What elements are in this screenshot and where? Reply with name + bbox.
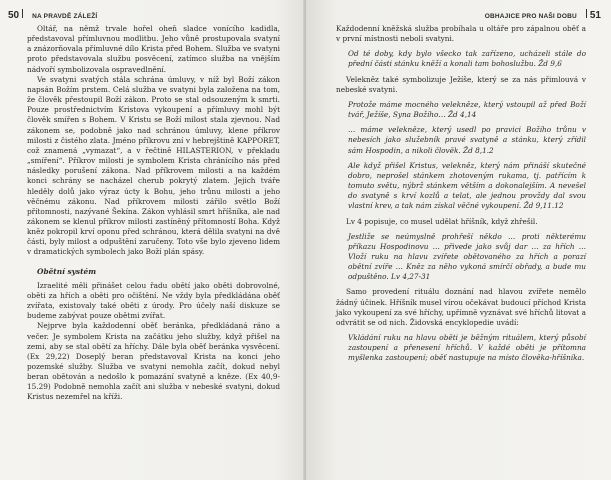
right-text-column <box>336 24 586 369</box>
left-page-number: 50 <box>8 10 20 21</box>
paragraph: Nejprve byla každodenní oběť beránka, předkládaná ráno a večer. Je symbolem Krista na začátku jeho služby, když přišel na zemi, aby se stal obětí za hříchy. Dále byla oběť beránka vysvěcení. (Ex 29,22) Doseplý beran představoval Krista na konci jeho pozemské služby. Služba ve svatyni nemohla začít, dokud nebyl beran obětován a nedošlo k pomazání svatyně a kněze. (Ex 40,9-15.29) Podobně nemohla začít ani služba v nebeské svatyni, dokud Kristus nezemřel na kříži. <box>27 321 280 402</box>
right-page-number: 51 <box>589 10 601 21</box>
header-divider <box>22 9 23 18</box>
paragraph: Oltář, na němž trvale hořel oheň sladce vonícího kadidla, představoval přímluvnou modlitbu. Jeho vůně prostupovala svatyní a znázorňovala přímluvné dílo Krista před Bohem. Služba ve svatyni proto představovala službu posvěcení, zatímco služba na vnějším nádvoří symbolizovala ospravedlnění. <box>27 24 280 74</box>
left-page <box>0 0 305 480</box>
header-divider <box>586 9 587 18</box>
block-quote: Jestliže se neúmyslně prohřeší někdo … proti některému příkazu Hospodinovu … přivede jako svůj dar … za hřích … Vloží ruku na hlavu zvířete obětovaného za hřích a porazí obětní zvíře … Kněz za něho vykoná smírčí obřady, a bude mu odpuštěno. Lv 4,27-31 <box>348 231 586 282</box>
paragraph: Velekněz také symbolizuje Ježíše, který se za nás přimlouvá v nebeské svatyni. <box>336 74 586 94</box>
paragraph: Samo provedení rituálu doznání nad hlavou zvířete nemělo žádný účinek. Hříšník musel vírou očekávat budoucí příchod Krista jako vykoupení za své hříchy, upřímně vyznávat své hříchů litovat a odvrátit se od nich. Židovská encyklopedie uvádí: <box>336 287 586 327</box>
paragraph: Izraelité měli přinášet celou řadu obětí jako oběti dobrovolné, oběti za hřích a oběti pro očištění. Ne vždy byla předkládána oběť zvířata, existovaly také oběti z úrody. Pro účely naší diskuze se budeme zabývat pouze obětmi zvířat. <box>27 280 280 321</box>
paragraph: Každodenní kněžská služba probíhala u oltáře pro zápalnou oběť a v první místnosti neboli svatyni. <box>336 24 586 44</box>
left-running-header <box>8 5 97 19</box>
block-quote: … máme velekněze, který usedl po pravici Božího trůnu v nebesích jako služebník pravé svatyně a stánku, který zřídil sám Hospodin, a nikoli člověk. Žd 8,1.2 <box>348 125 586 155</box>
block-quote: Protože máme mocného velekněze, který vstoupil až před Boží tvář, Ježíše, Syna Božího… Žd 4,14 <box>348 99 586 120</box>
right-running-head: OBHAJICE PRO NAŠI DOBU <box>484 13 577 20</box>
right-running-header <box>485 5 601 19</box>
paragraph: Lv 4 popisuje, co musel udělat hříšník, když zhřešil. <box>346 216 538 226</box>
left-running-head: NA PRAVDĚ ZÁLEŽÍ <box>32 13 98 20</box>
block-quote: Od té doby, kdy bylo všecko tak zařízeno, ucházeli stále do přední části stánku kněží a konali tam bohoslužbu. Žd 9,6 <box>348 49 586 69</box>
section-heading: Obětní systém <box>37 266 97 276</box>
paragraph: Ve svatyni svatých stála schrána úmluvy, v níž byl Boží zákon napsán Božím prstem. Celá služba ve svatyni byla založena na tom, že člověk přestoupil Boží zákon. Proto se stal odsouzeným k smrti. Pouze prostřednictvím Kristova vykoupení a přímluvy mohl být člověk smířen s Bohem. V Kristu se Boží milost stala zjevnou. Nad zákonem se, podobně jako nad schránou úmluvy, klene příkrov milosti z čistého zlata. Jméno příkrovu zní v hebrejštině KAPPORET, což znamená „vymazat“, a v řečtině HILASTERION, v překladu „smíření“. Příkrov milosti je symbolem Krista chránícího nás před následky porušení zákona. Nad příkrovem milosti a na každém konci schrány se nacházel cherub pokrytý zlatem. Jejich tváře hleděly dolů jako výraz úcty k Bohu, jeho trůnu milosti a jeho věčnému zákonu. Nad příkrovem milosti zářilo světlo Boží přítomnosti, nazývané Šekína. Zákon vyhlásil smrt hříšníka, ale nad zákonem se klenul příkrov milosti zastíněný přítomností Boha. Když kněz pokropil krví oponu před schránou, která dělila svatyni na dvě části, byly milost a odpuštění zaručeny. Toto vše bylo zjeveno lidem v dramatických symbolech jako Boží plán spásy. <box>27 74 280 257</box>
left-text-column <box>27 24 280 403</box>
block-quote: Vkládání ruku na hlavu oběti je běžným rituálem, který působí zastoupení a přenesení hříchů. V každé oběti je přítomna myšlenka zastoupení; oběť nastupuje na místo člověka-hříšníka. <box>348 333 586 363</box>
right-page <box>306 0 611 480</box>
block-quote: Ale když přišel Kristus, velekněz, který nám přináší skutečné dobro, neprošel stánkem zhotoveným rukama, tj. patřícím k tomuto světu, nýbrž stánkem větším a dokonalejším. A nevešel do svatyně s krví kozlů a telat, ale jednou provždy dal svou vlastní krev, a tak nám získal věčné vykoupení. Žd 9,11.12 <box>348 160 586 211</box>
